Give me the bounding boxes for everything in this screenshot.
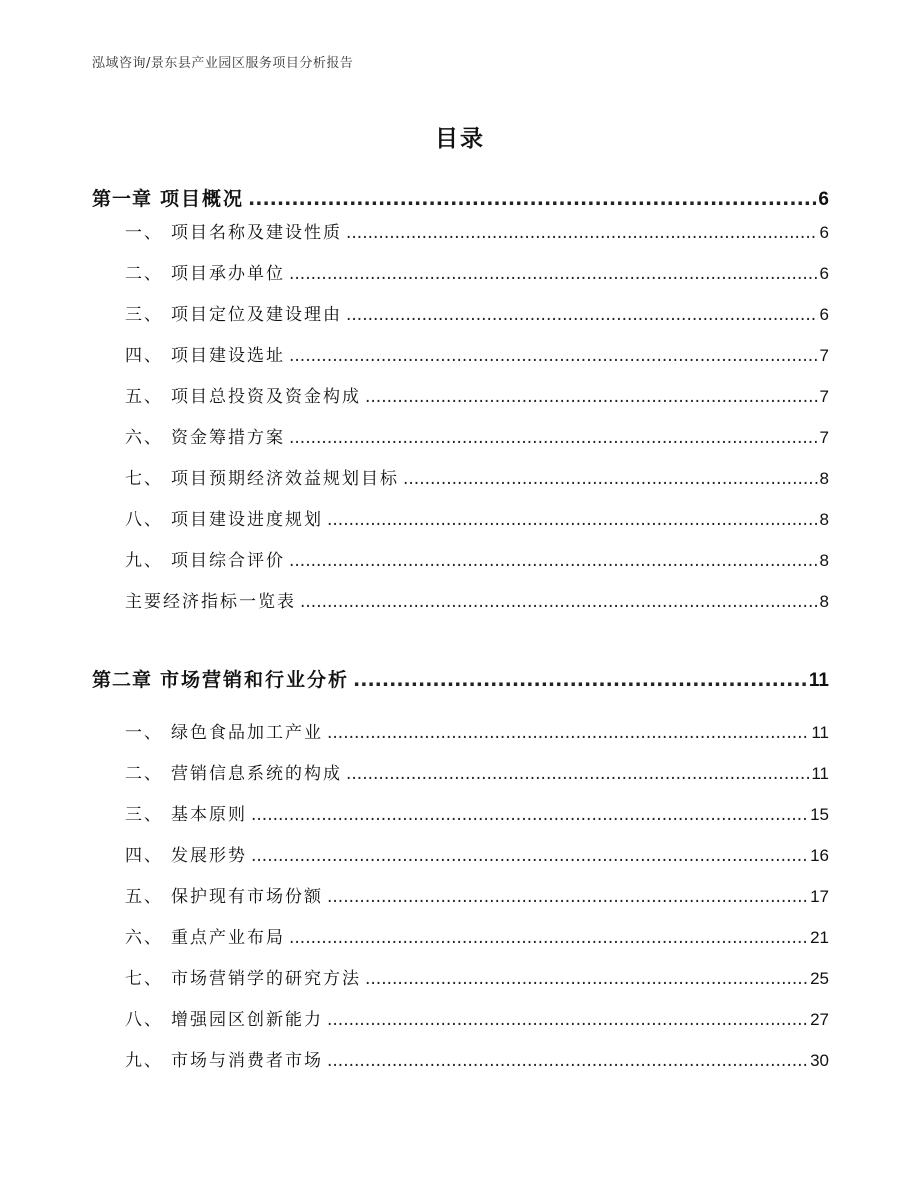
toc-chapter-2[interactable] (92, 665, 829, 693)
section-number: 一、 (125, 223, 163, 243)
section-title: 市场与消费者市场 (171, 1051, 323, 1071)
toc-section[interactable] (125, 300, 829, 326)
dot-leader (353, 669, 807, 691)
page-number: 11 (811, 764, 829, 783)
chapter-number: 第二章 (92, 669, 153, 691)
dot-leader (289, 264, 818, 284)
section-number: 八、 (125, 510, 163, 530)
section-number: 七、 (125, 969, 163, 989)
toc-section[interactable] (125, 841, 829, 867)
page-number: 21 (810, 928, 829, 947)
dot-leader (327, 510, 818, 530)
section-title: 项目定位及建设理由 (171, 305, 342, 325)
section-number: 八、 (125, 1010, 163, 1030)
dot-leader (365, 387, 818, 407)
dot-leader (289, 346, 818, 366)
dot-leader (300, 592, 818, 612)
toc-section[interactable] (125, 759, 829, 785)
toc-section[interactable] (125, 423, 829, 449)
toc-section[interactable] (125, 218, 829, 244)
page-number: 27 (810, 1010, 829, 1029)
section-number: 五、 (125, 887, 163, 907)
page-number: 8 (819, 469, 829, 488)
section-number: 六、 (125, 928, 163, 948)
dot-leader (248, 188, 816, 210)
section-title: 增强园区创新能力 (171, 1010, 323, 1030)
section-title: 项目建设选址 (171, 346, 285, 366)
dot-leader (327, 1051, 808, 1071)
page-number: 6 (818, 189, 829, 210)
toc-section[interactable] (125, 800, 829, 826)
toc-title: 目录 (435, 126, 485, 152)
toc-section[interactable] (125, 882, 829, 908)
section-title: 基本原则 (171, 805, 247, 825)
toc-section[interactable] (125, 718, 829, 744)
page-number: 17 (810, 887, 829, 906)
running-header: 泓域咨询/景东县产业园区服务项目分析报告 (92, 56, 354, 71)
section-number: 四、 (125, 346, 163, 366)
toc-section[interactable] (125, 259, 829, 285)
dot-leader (403, 469, 818, 489)
toc-section[interactable] (125, 464, 829, 490)
page-number: 6 (819, 264, 829, 283)
page-number: 7 (819, 428, 829, 447)
dot-leader (251, 846, 808, 866)
dot-leader (365, 969, 808, 989)
page-number: 6 (819, 223, 829, 242)
section-title: 项目总投资及资金构成 (171, 387, 361, 407)
section-title: 资金筹措方案 (171, 428, 285, 448)
page-number: 8 (819, 592, 829, 611)
page-number: 6 (819, 305, 829, 324)
chapter-title: 项目概况 (160, 188, 245, 210)
toc-section[interactable] (125, 1005, 829, 1031)
dot-leader (346, 223, 818, 243)
section-number: 四、 (125, 846, 163, 866)
section-number: 六、 (125, 428, 163, 448)
dot-leader (346, 764, 809, 784)
section-title: 营销信息系统的构成 (171, 764, 342, 784)
section-title: 项目承办单位 (171, 264, 285, 284)
toc-section[interactable] (125, 964, 829, 990)
section-title: 项目预期经济效益规划目标 (171, 469, 399, 489)
chapter-title: 市场营销和行业分析 (160, 669, 350, 691)
section-title: 市场营销学的研究方法 (171, 969, 361, 989)
page-number: 8 (819, 510, 829, 529)
section-title: 重点产业布局 (171, 928, 285, 948)
section-title: 主要经济指标一览表 (125, 592, 296, 612)
toc-chapter-1[interactable] (92, 184, 829, 212)
toc-section[interactable] (125, 923, 829, 949)
section-title: 绿色食品加工产业 (171, 723, 323, 743)
section-title: 发展形势 (171, 846, 247, 866)
section-number: 三、 (125, 305, 163, 325)
dot-leader (289, 928, 808, 948)
toc-section[interactable] (125, 546, 829, 572)
page-number: 11 (811, 723, 829, 742)
page-number: 15 (810, 805, 829, 824)
dot-leader (327, 723, 809, 743)
section-title: 保护现有市场份额 (171, 887, 323, 907)
toc-section[interactable] (125, 382, 829, 408)
section-number: 一、 (125, 723, 163, 743)
page-number: 11 (808, 670, 829, 691)
toc-section[interactable] (125, 341, 829, 367)
section-number: 九、 (125, 551, 163, 571)
page-number: 25 (810, 969, 829, 988)
page-number: 16 (810, 846, 829, 865)
dot-leader (289, 551, 818, 571)
toc-section[interactable] (125, 587, 829, 613)
section-number: 二、 (125, 264, 163, 284)
dot-leader (327, 1010, 808, 1030)
toc-section[interactable] (125, 1046, 829, 1072)
dot-leader (327, 887, 808, 907)
page-number: 7 (819, 387, 829, 406)
section-number: 二、 (125, 764, 163, 784)
section-title: 项目建设进度规划 (171, 510, 323, 530)
dot-leader (289, 428, 818, 448)
section-number: 九、 (125, 1051, 163, 1071)
section-title: 项目名称及建设性质 (171, 223, 342, 243)
dot-leader (346, 305, 818, 325)
page-number: 8 (819, 551, 829, 570)
chapter-number: 第一章 (92, 188, 153, 210)
dot-leader (251, 805, 808, 825)
page-number: 30 (810, 1051, 829, 1070)
section-number: 五、 (125, 387, 163, 407)
page-number: 7 (819, 346, 829, 365)
toc-section[interactable] (125, 505, 829, 531)
section-number: 三、 (125, 805, 163, 825)
section-number: 七、 (125, 469, 163, 489)
section-title: 项目综合评价 (171, 551, 285, 571)
